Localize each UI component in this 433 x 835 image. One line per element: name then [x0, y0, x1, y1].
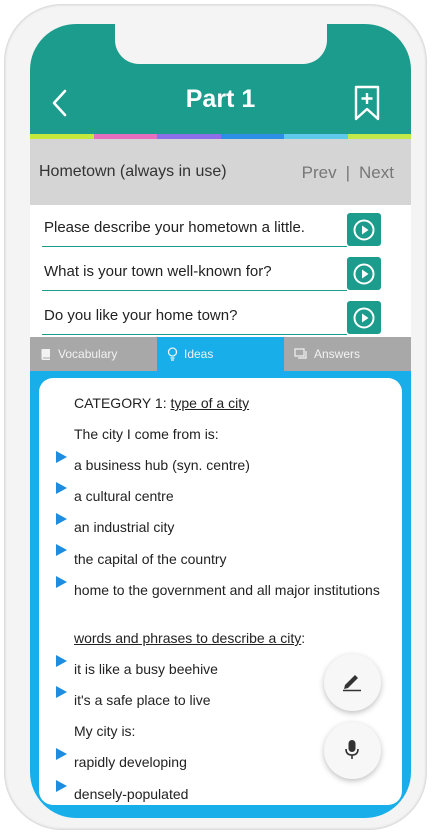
- topic-bar: [30, 139, 411, 205]
- my-city-text: My city is:: [74, 723, 136, 739]
- topic-title: Hometown (always in use): [39, 163, 227, 180]
- question-underline: [42, 246, 347, 247]
- list-item: it's a safe place to live: [74, 692, 211, 708]
- list-item: the capital of the country: [74, 551, 227, 567]
- bullet-icon: [56, 544, 67, 556]
- question-underline: [42, 290, 347, 291]
- list-item: rapidly developing: [74, 754, 187, 770]
- list-item: densely-populated: [74, 786, 189, 802]
- microphone-icon: [341, 738, 363, 762]
- question-text: Do you like your home town?: [44, 307, 238, 324]
- prev-button[interactable]: Prev: [301, 163, 337, 182]
- tab-vocabulary[interactable]: [30, 337, 157, 371]
- ideas-card: [39, 378, 402, 805]
- tab-label: Ideas: [184, 347, 214, 361]
- bookmark-add-icon: [352, 84, 382, 122]
- bullet-icon: [56, 686, 67, 698]
- phrases-heading-text: words and phrases to describe a city: [74, 630, 302, 646]
- bullet-icon: [56, 748, 67, 760]
- list-item: it is like a busy beehive: [74, 661, 218, 677]
- record-button[interactable]: [324, 722, 381, 779]
- bookmark-button[interactable]: [352, 84, 382, 122]
- pencil-icon: [341, 670, 363, 692]
- phrases-heading: [74, 630, 305, 646]
- category-name: type of a city: [170, 395, 250, 411]
- bullet-icon: [56, 451, 67, 463]
- question-text: What is your town well-known for?: [44, 263, 272, 280]
- question-list: [30, 205, 411, 337]
- question-row: [30, 249, 411, 293]
- play-question-button[interactable]: [347, 213, 381, 246]
- bullet-icon: [56, 482, 67, 494]
- question-underline: [42, 334, 347, 335]
- play-circle-icon: [352, 262, 376, 286]
- next-button[interactable]: Next: [359, 163, 394, 182]
- bullet-icon: [56, 513, 67, 525]
- bullet-icon: [56, 655, 67, 667]
- category-heading: [74, 395, 249, 411]
- edit-note-button[interactable]: [324, 654, 381, 711]
- phrases-colon: :: [301, 630, 306, 646]
- category-prefix: CATEGORY 1:: [74, 395, 171, 411]
- intro-text: The city I come from is:: [74, 426, 219, 442]
- bullet-icon: [56, 576, 67, 588]
- question-text: Please describe your hometown a little.: [44, 219, 305, 236]
- list-item: an industrial city: [74, 519, 175, 535]
- list-item: a business hub (syn. centre): [74, 457, 250, 473]
- question-row: [30, 205, 411, 249]
- phone-frame: [4, 4, 427, 830]
- topic-navigation: [302, 163, 394, 183]
- chat-icon: [294, 348, 308, 361]
- tab-answers[interactable]: [284, 337, 411, 371]
- tab-label: Answers: [314, 347, 361, 361]
- question-row: [30, 293, 411, 337]
- phone-notch: [115, 24, 327, 64]
- ideas-panel: [30, 371, 411, 818]
- book-icon: [40, 348, 52, 361]
- page-title: Part 1: [185, 85, 256, 113]
- play-question-button[interactable]: [347, 301, 381, 334]
- play-circle-icon: [352, 306, 376, 330]
- list-item: a cultural centre: [74, 488, 174, 504]
- nav-separator: |: [345, 163, 351, 182]
- list-item: home to the government and all major institutions: [74, 582, 380, 598]
- play-circle-icon: [352, 218, 376, 242]
- lightbulb-icon: [167, 347, 178, 361]
- app-screen: [30, 24, 411, 818]
- bullet-icon: [56, 780, 67, 792]
- tab-ideas[interactable]: [157, 337, 284, 371]
- tab-label: Vocabulary: [58, 347, 118, 361]
- play-question-button[interactable]: [347, 257, 381, 290]
- section-tabs: [30, 337, 411, 371]
